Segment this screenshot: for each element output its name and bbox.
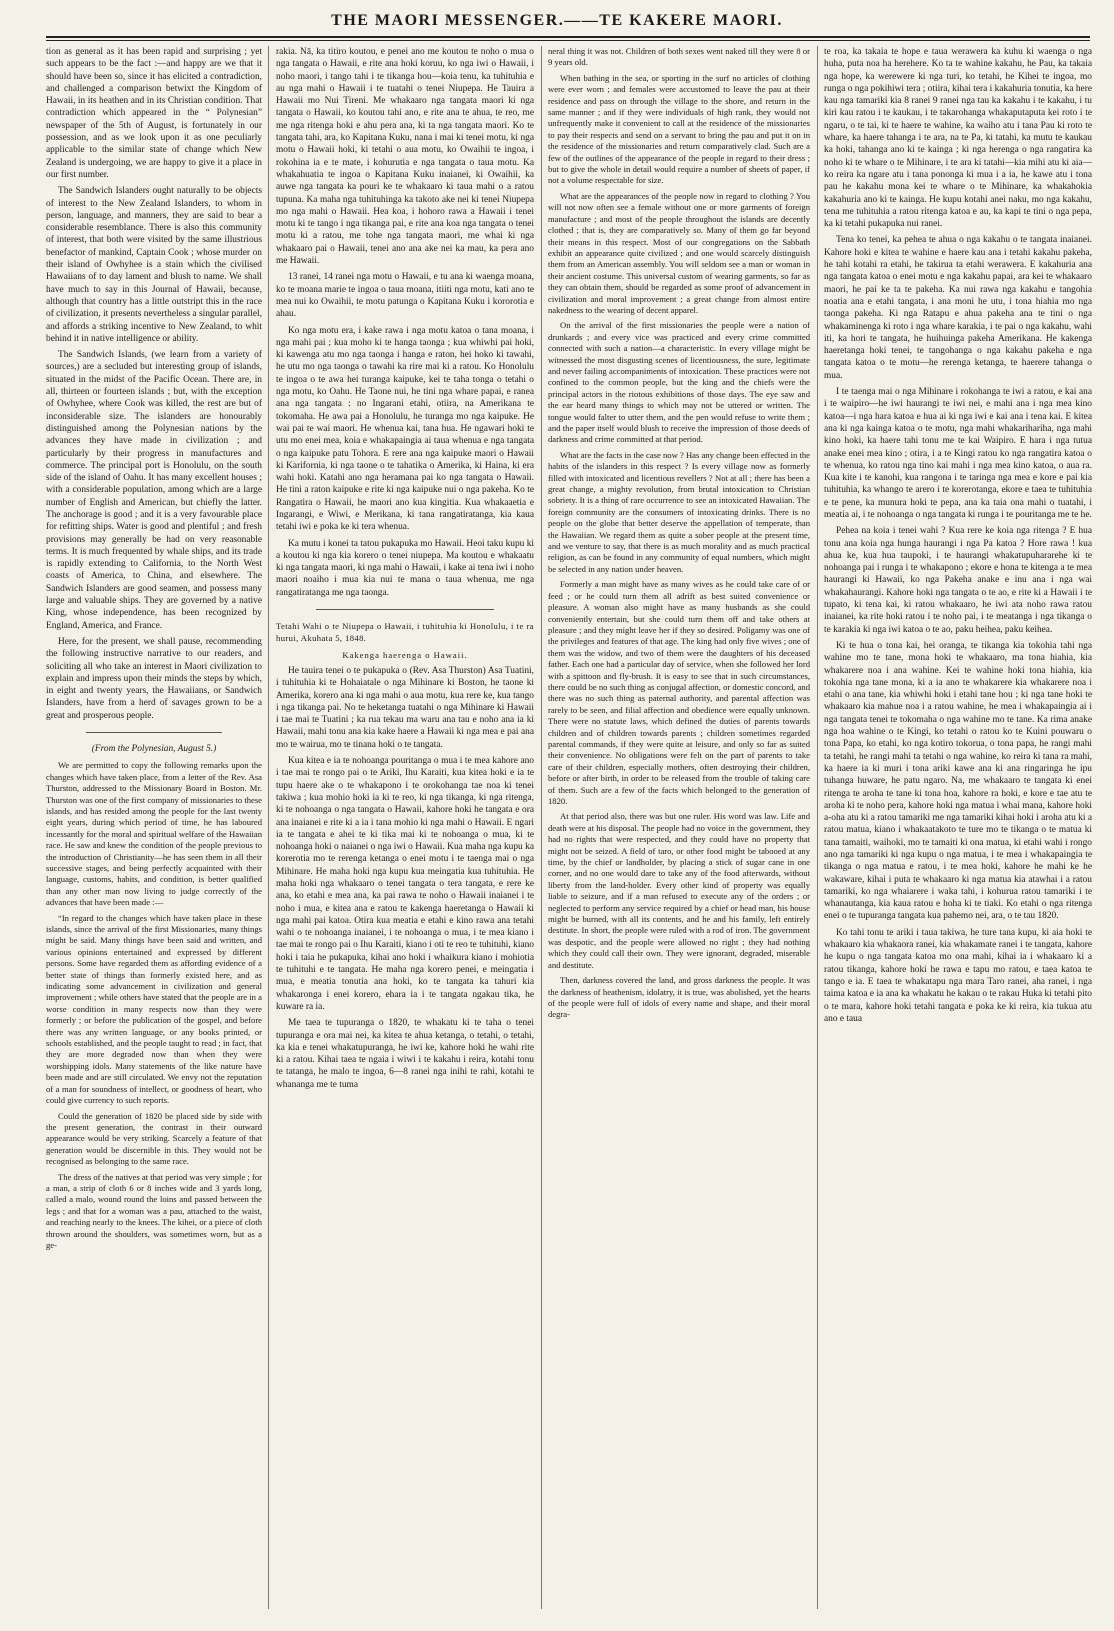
paragraph: Could the generation of 1820 be placed side by side with the present generation, the contrast in their outward appearance would be very striking. Scarcely a feature of that generation would be discernible in this. They would not be recognised as belonging to the same race. — [46, 1110, 262, 1167]
paragraph: When bathing in the sea, or sporting in the surf no articles of clothing were ever worn ; and females were accustomed to leave the pau at their residence and pass on through the village to the shore, and return in the same manner ; and if they were individuals of high rank, they would not unfrequently make it convenient to call at the residence of the missionaries to pay their respects and send on a servant to bring the pau and put it on in the residence of the missionaries and return comparatively clad. Such are a few of the outlines of the appearance of the people in regard to their dress ; but to give the whole in detail would require a number of sheets of paper, if not a volume respectable for size. — [548, 72, 810, 186]
paragraph: I te taenga mai o nga Mihinare i rokohanga te iwi a ratou, e kai ana i te waipiro—he iwi haurangi te iwi nei, e mahi ana i nga mea kino katoa—i nga hara katoa e hua ai ki nga iwi e kai ana i tena kai. E kitea ana ki nga kainga katoa o te motu, nga mahi whakarihariha, nga mahi kino hoki, ka haere tahi tonu me te kai Waipiro. E hara i nga tutua anake enei mea kino ; otira, i a te Kingi ratou ko nga rangatira katoa o te whenua, ko ratou nga tino kai mahi i nga mea kino katoa, o aua ra. Kua kite i te kanohi, kua rangona i te taringa nga mea e kore e pai kia tuhituhia, ka whango te arero i te korerotanga, ekore e taea te tuhituhia e te pene, ka munura hoki te pepa, ana ka taia ona mahi o tuatahi, i meatia ai, i te nohoanga o nga tangata ki runga i te pouritanga me te he. — [824, 387, 1092, 520]
column-rule — [817, 46, 818, 1609]
paragraph: neral thing it was not. Children of both sexes went naked till they were 8 or 9 years old. — [548, 46, 810, 68]
header-rule-thin — [46, 40, 1090, 41]
paragraph: Ko nga motu era, i kake rawa i nga motu katoa o tana moana, i nga mahi pai ; kua moho ki te hanga taonga ; kua whiwhi pai hoki, ki kawenga atu mo nga taonga i hanga e raton, hei hoko ki tawahi, he utu mo nga taonga o tawahi ka rire mai ki a ratou. Ko Honolulu te ingoa o te awa hei turanga kaipuke, kei te taha tonga o tetahi o nga motu, ko Oahu. He Taone nui, he tini nga whare papai, e ranea ana nga tangata : no Ingarani etahi, otiira, na Amerikana te tokomaha. He awa pai a Honolulu, he turanga mo nga kaipuke. He wai pai te wai maori. He whenua kai, tana hua. He ngawari hoki te utu mo enei mea, koia e whakapaingia ai taua whenua e nga tangata o nga kaipuke patu Tohora. E rere ana nga kaipuke maori o Hawaii ki Karifornia, ki nga taone o te tahatika o Amerika, ki Haina, ki era wahi hoki. Katahi ano nga heramana pai ko nga tangata o Hawaii. He tini a raton kaipuke e rite ki nga kaipuke nui o nga pakeha. Ko te Rangatira o Hawaii, he maori ano kua kingitia. Kua whakaaetia e Ingarangi, e Wiwi, e Merikana, ki tana rangatiratanga, kia kaua tetahi iwi e poka ke ki tera whenua. — [276, 325, 534, 533]
paragraph: Pehea na koia i tenei wahi ? Kua rere ke koia nga ritenga ? E hua tonu ana koia nga hunga haurangi i nga Pa katoa ? Hore rawa ! kua ahua ke, kua hua taupoki, i te haurangi whakatupuhararehe ki te nohoanga pai i runga i te whakapono ; ekore e hona te kitenga a te mea haurangi ki Hawaii, ko nga Pakeha anake e inu ana i nga wai whakahaurangi. Kahore hoki nga tangata o te ao, e rite ki a Hawaii i te tupato, ki tena kai, ki ratou whakaaro, he iwi ata noho rawa ratou inaianei, ka rite hoki ratou i te noho pai, i te meatanga i nga tikanga o te karakia ki nga iwi katoa o te ao, paku heihea, paku keihea. — [824, 526, 1092, 635]
column-rule — [268, 46, 269, 1609]
paragraph: Ka mutu i konei ta tatou pukapuka mo Hawaii. Heoi taku kupu ki a koutou ki nga kia korero o tenei niupepa. Ma koutou e whakaatu ki nga tangata maori, ki nga mahi o Hawaii, i kake ai tena iwi i noho maori noaiho i mua kia nui te mana o taua whenua, me nga rangatiratanga me nga taonga. — [276, 538, 534, 598]
running-title: THE MAORI MESSENGER.——TE KAKERE MAORI. — [331, 12, 783, 29]
column-rule — [541, 46, 542, 1609]
paragraph: What are the facts in the case now ? Has any change been effected in the habits of the islanders in this respect ? Is every village now as formerly filled with intoxicated and licentious revellers ? Not at all ; there has been a great change, a mighty revolution, from brutal intoxication to Christian sobriety. It is a thing of rare occurrence to see an intoxicated Hawaiian. The foreign community are the consumers of intoxicating drinks. There is no people on the globe that better deserve the appellation of temperate, than the Hawaiian. We regard them as quite a sober people at the present time, and we venture to say, that there is as much morality and as much practical religion, as can be found in any community of equal numbers, which might be selected in any nation under heaven. — [548, 449, 810, 574]
paragraph: The dress of the natives at that period was very simple ; for a man, a strip of cloth 6 or 8 inches wide and 3 yards long, called a malo, wound round the loins and passed between the legs ; and that for a woman was a pau, attached to the waist, and reaching nearly to the knees. The kihei, or a piece of cloth thrown around the shoulders, was sometimes worn, but as a ge- — [46, 1171, 262, 1250]
paragraph: Ki te hua o tona kai, hei oranga, te tikanga kia tokohia tahi nga wahine mo te tane, mona hoki te whakaaro, ma tona hiahia, kia whakarere noa i ana wahine. Kei te wahine hoki tona hiahia, kia tokohia nga tane mona, ki a ia ano te whakarere kia whakarere noa i etahi o ana tane, kia whiwhi hoki i etahi tane hou ; ki nga tane hoki te whakaaro kia mahue noa i a ratou wahine, he mea i whakapaingia ai i nga tangata tenei te tokomaha o nga wahine mo te tane. Ka rima anake nga hoa wahine o te Kingi, ko tetahi o ratou ko te Kuini pouwaru o tona Papa, ko etahi, ko nga kotiro tokorua, o tona papa, he rangi mahi ta tetahi, he rangi mahi ta tetahi o nga wahine, ko reira ki tana ra mahi, ka haere ia ki muri i tona ariki kawe ana ki ana ringaringa he ipu tuhanga huware, he patu ngaro. Na, me whakaaro te tangata ki enei ritenga te aroha te tane ki tona hoa, kahore ra hoki, e kore e tae atu te aroha ki te noho pera, kahore hoki nga matua i whai mana, kahore hoki a-oha atu ki a ratou tamariki me nga tamariki kihai hoki i aroha atu ki a ratou matua, kiano i whakaatakoto te ture mo te tikanga o te matua ki tana tamaiti, waihoki, mo te tamaiti ki ona matua, ki etahi wahi i rongo ano nga tamariki ki nga kupu o nga matua, i te mea i whakapaingia te tikanga o nga matua e ratou, i te mea hoki, kahore he mahi ke he wakaware, kihai i puta te whakaaro ki nga matua kia atawhai i a ratou tamariki, ko nga whaiarere i waka tahi, i kohurua ratou tamariki i te whanautanga, kia kaua ratou e hoha ki te tiaki. Ko etahi o nga ritenga enei o te tupuranga tangata kua pahemo nei, ara, o te tau 1820. — [824, 640, 1092, 922]
paragraph: Here, for the present, we shall pause, recommending the following instructive narrative to our readers, and soliciting all who take an interest in Maori civilization to explain and impress upon their minds the steps by which, in eight and twenty years, the Hawaiians, or Sandwich Islanders, have from a herd of savages grown to be a great and prosperous people. — [46, 636, 262, 721]
column-1 — [46, 46, 262, 1609]
paragraph: Me taea te tupuranga o 1820, te whakatu ki te taha o tenei tupuranga e ora mai nei, ka kitea te ahua ketanga, o tetahi, o tetahi, ka kia e tenei whakatupuranga, he iwi ke, kahore hoki he wahi rite ki a ratou. Kihai taea te ngaia i wiwi i te kakahu i reira, kotahi tonu te tatanga, he malo te ingoa, 6—8 ranei nga inihi te rahi, kotahi te whananga me te tuma — [276, 1018, 534, 1090]
column-4 — [824, 46, 1092, 1609]
section-divider — [316, 609, 494, 610]
paragraph: rakia. Nā, ka titiro koutou, e penei ano me koutou te noho o mua o nga tangata o Hawaii, e rite ana hoki koruu, ko nga iwi o Hawaii, i noho maori, i tango tahi i te tikanga hou—koia tenu, ka tuhituhia e au nga mahi o Hawaii i te tuatahi o tenei Niupepa. He Tauira a Hawaii mo Nui Tireni. Me whakaaro nga tangata maori ki nga tangata o Hawaii, ko koutou tahi ano, e rite ana te ahua, te reo, me me nga ritenga hoki e ahu pera ana, ki ta nga tangata maori. Ko te tangata tahi, ara, ko Kapitana Kuku, nana i mai ki tenei motu, ki nga motu o Hawaii hoki, ki tetahi o aua motu, ko Owaihii te ingoa, i rokohina ia e te mate, i kohurutia e nga tangata o taua motu. Ka whakahuatia te ingoa o Kapitana Kuku inaianei, ki Owaihii, ka auwe nga tangata ka pouri ke te whakaaro ki taua mahi o a ratou tupuna. Ka maha nga tuhituhinga ka takoto ake nei ki tenei Niupepa mo nga mahi o Hawaii. Hea koa, i hohoro rawa a Hawaii i tenei motu ki te tango i nga tikanga pai, e rite ana koa nga tangata o tenei motu ki a ratou, me tohe nga tangata maori, me whai ki nga whakaaro pai o Hawaii, tenei ano ana ake nei ka mau, ka pera ano me Hawaii. — [276, 47, 534, 267]
paragraph: We are permitted to copy the following remarks upon the changes which have taken place, from a letter of the Rev. Asa Thurston, addressed to the Missionary Board in Boston. Mr. Thurston was one of the first company of missionaries to these islands, and has resided among the people for the last twenty eight years, during which period of time, he has laboured incessantly for the moral and spiritual welfare of the Hawaiian race. He saw and knew the condition of the people previous to the introduction of Christianity—he has seen them in all their successive stages, and being perfectly acquainted with their language, customs, habits, and condition, is better qualified than any other man now living to judge correctly of the advances that have been made :— — [46, 760, 262, 908]
paragraph: On the arrival of the first missionaries the people were a nation of drunkards ; and every vice was practiced and every crime committed connected with such a nation—a characteristic. In every village might be witnessed the most disgusting scenes of licentiousness, the sure, legitimate and never failing accompaniments of intoxication. These practices were not confined to the common people, but the king and the chiefs were the principal actors in the riotous exhibitions of those days. The eye saw and the ear heard many things to which may not be uttered or written. The tongue would falter to utter them, and the pen would refuse to write them ; and the paper itself would blush to receive the impression of those deeds of darkness and crime committed at that period. — [548, 320, 810, 445]
source-title: (From the Polynesian, August 5.) — [91, 744, 217, 755]
paragraph: Tena ko tenei, ka pehea te ahua o nga kakahu o te tangata inaianei. Kahore hoki e kitea te wahine e haere kau ana i tetahi kakahu pakeha, he tahi kotahi ra etahi, he takirua ta etahi werawera. E kakahuria ana nga tangata katoa o enei motu e nga kakahu papai, ara kei te whakaaro maori, he pai ke ta te pakeha. Ka nui rawa nga kakahu e tangohia noatia ana e etahi tangata, i ana moni he utu, i tona hiahia mo nga taonga pakeha. Ki nga Ratapu e ahua pakeha ana te tini o nga whakaminenga ki roto i nga whare karakia, i te pai o nga kakahu, wahi iti, ka hori te tangata, he huihuinga pakeha Amerikana. He kakenga haeretanga hoki tenei, te tangohanga o nga kakahu pakeha e nga tangata katoa o te motu—he rerenga ketanga, te haerere tahanga o mua. — [824, 235, 1092, 381]
header-rule — [46, 36, 1090, 38]
paragraph: Formerly a man might have as many wives as he could take care of or feed ; or he could turn them all adrift as best suited convenience or pleasure. A woman also might have as many husbands as she could conveniently entertain, but she could turn them off and take others at pleasure ; and they might leave her if they so desired. Poligamy was one of the privileges and features of that age. The king had only five wives ; one of them was the widow, and two of them were the daughters of his deceased father. Each one had a particular day of service, when she followed her lord with a spittoon and fly-brush. It is easy to see that in such circumstances, there could be no such thing as conjugal affection, or domestic concord, and there was no such thing as paternal authority, and parental affection was rarely to be seen, and filial affection and obedience were equally unknown. There were no statute laws, which defined the duties of parents towards children and of children towards parents ; children sometimes regarded parental commands, if they were quite at leisure, and only so far as suited their convenience. No obligations were felt on the part of parents to take care of their children, especially mothers, often destroying their children, before or after birth, in order to be released from the trouble of taking care of them. Such are a few of the facts which belonged to the generation of 1820. — [548, 579, 810, 806]
paragraph: tion as general as it has been rapid and surprising ; yet such appears to be the fact :—and happy are we that it should have been so, since it has elicited a contradiction, and challenged a comparison betwixt the Kingdom of Hawaii, in its heathen and in its Christian condition. That contradiction which appeared in the “ Polynesian” newspaper of the 5th of August, is fortunately in our possession, and as we look upon it as one peculiarly applicable to the similar state of change which New Zealand is undergoing, we are happy to give it a place in our first number. — [46, 47, 262, 180]
paragraph: Then, darkness covered the land, and gross darkness the people. It was the darkness of heathenism, idolatry, it is true, was abolished, yet the hearts of the people were full of idols of every name and shape, and their moral degra- — [548, 975, 810, 1020]
paragraph: He tauira tenei o te pukapuka o (Rev. Asa Thurston) Asa Tuatini, i tuhituhia ki te Hohaiatale o nga Mihinare ki Boston, he taone ki Amerika, korero ana ki nga mahi o aua motu, kua rere ke, kua tango i nga tikanga pai. No te heketanga tuatahi o nga Mihinare ki Hawaii i tae mai te Tuatini ; ka rua tekau ma waru ana tau e noho ana ia ki Hawaii, mahi tonu ana kia kake haere a Hawaii ki nga mea e pai ana mo te wairua, mo te tinana hoki o te tangata. — [276, 665, 534, 750]
page-header — [0, 0, 1114, 40]
section-subtitle: Kakenga haerenga o Hawaii. — [342, 649, 468, 660]
column-3 — [548, 46, 810, 1609]
section-divider — [86, 732, 222, 733]
quote-paragraph: “In regard to the changes which have taken place in these islands, since the arrival of the first Missionaries, many things might be said. Many things have been said and written, and various opinions entertained and expressed by different persons. Some have regarded them as affording evidence of a better state of things than formerly existed here, and as indicating some advancement in civilization and general improvement ; while others have stated that the people are in a worse condition in many respects now than they were formerly ; or before the publication of the gospel, and before there was any written language, or any books printed, or schools established, and the people taught to read ; in fact, that they are more degraded now than when they were worshipping idols. Many statements of the like nature have been made and are still circulated. We envy not the reputation of a man for soundness of intellect, or goodness of heart, who could give currency to such reports. — [46, 912, 262, 1106]
paragraph: te roa, ka takaia te hope e taua werawera ka kuhu ki waenga o nga huha, puta noa ha herehere. Ko ta te wahine kakahu, he Pau, ka takaia nga hope, ka werewere ki nga turi, ko tetahi, he Kihei te ingoa, mo runga o nga pokihiwi tera ; otiira, kihai tera i kakahuria tonutia, ka here kau nga tamariki kia 8 ranei 9 ranei nga tau ka kakahu i te kakahu, i tu kiri kau ratou i te kaukau, i te takarohanga whakaputaputa kei roto i te ngaru, o te tai, ki te haere te wahine, ka waiho atu i tana Pau ki roto te whare, ka haere tahanga i te ara, na te Pa, ki tatahi, ka mutu te kaukau ka hoki, tahanga ano ki te kainga ; ki nga herenga o nga rangatira ka noho ki te whare o te Mihinare, i te ara ki tatahi—kia mihi atu ki aia—ko reira ka ngare atu i tana pononga ki mua i a ia, he kawe atu i tona pau he kakahu mona kei te whare o te Mihinare, ka whakahokia kakahuria ano ki te kainga. He kupu kotahi anei naku, mo nga kakahu, tena me tuhituhia a ratou ritenga katoa e au, ka kapi te tini o nga pepa, ka ki tetahi pukapuka nui ranei. — [824, 47, 1092, 230]
paragraph: At that period also, there was but one ruler. His word was law. Life and death were at his disposal. The people had no voice in the government, they had no rights that were respected, and they could have no property that might not be seized. A field of taro, or other food might be tabooed at any time, by the chief or landholder, by placing a stick of sugar cane in one corner, and no one would dare to take any of the food afterwards, without liberty from the land-holder. Every other kind of property was equally liable to seizure, and if a man refused to execute any of the orders ; or neglected to perform any service required by a chief or head man, his house might be burned, with all its contents, and he and his family, left entirely destitute. In short, the people were ruled with a rod of iron. The government was despotic, and the people were allowed no right ; they had nothing which they could call their own. They were ignorant, degraded, miserable and destitute. — [548, 811, 810, 970]
paragraph: Ko tahi tonu te ariki i taua takiwa, he ture tana kupu, ki aia hoki te whakaaro kia whakaora ranei, kia whakamate ranei i te tangata, kahore he kupu o nga tangata katoa mo ona mahi, kihai ia i whakaaro ki a ratou tikanga, kahore hoki he rawa e tapu mo ratou, e taea katoa te tango e ia. E taea te whakatapu nga mara Taro ranei, aha ranei, i nga taima katoa e ia ana ka whakatu he kakau o te rakau Huka ki tetahi pito o te mara, kahore hoki tetahi tangata e poka ke ki reira, kia tukua atu ano e taua — [824, 927, 1092, 1024]
paragraph: The Sandwich Islanders ought naturally to be objects of interest to the New Zealand Islanders, to whom in person, language, and manners, they are said to bear a considerable resemblance. There is also this community of interest, that both were visited by the same illustrious benefactor of mankind, Captain Cook ; whose murder on their island of Owhyhee is a stain which the civilised Hawaiians of to day lament and blush to name. We shall have much to say in this Journal of Hawaii, because, although that country has a little outstript this in the race of civilization, it presents nevertheless a singular parallel, and affords a striking incentive to New Zealand, to whit behind it in native intelligence or ability. — [46, 186, 262, 344]
section-title: Tetahi Wahi o te Niupepa o Hawaii, i tuhituhia ki Honolulu, i te ra hurui, Akuhata 5, 1848. — [276, 621, 534, 644]
paragraph: The Sandwich Islands, (we learn from a variety of sources,) are a secluded but interesting group of islands, situated in the midst of the Pacific Ocean. There are, in all, thirteen or fourteen islands ; but, with the exception of Owhyhee, where Cook was killed, the rest are but of inconsiderable size. The islanders are honourably distinguished among the Polynesian nations by the advances they have made in civilization ; and particularly by their progress in manufactures and commerce. The principal port is Honolulu, on the south side of the island of Oahu. It has many excellent houses ; with a considerable population, among which are a large number of English and American, but chiefly the latter. The anchorage is good ; and it is a very favourable place for refitting ships. Water is good and plentiful ; and fresh provisions may generally be had on very reasonable terms. It is much frequented by whale ships, and its trade is rapidly extending to California, to the North West coasts of America, to China, and elsewhere. The Sandwich Islanders are good seamen, and possess many large and valuable ships. They are governed by a native King, whose independence, has been recognized by England, America, and France. — [46, 350, 262, 631]
column-2 — [276, 46, 534, 1609]
paragraph: Kua kitea e ia te nohoanga pouritanga o mua i te mea kahore ano i tae mai te rongo pai o te Ariki, Ihu Karaiti, kua kitea hoki e ia te tupu haere ake o te whakapono i te orokohanga tae noa ki tenei takiwa ; kua mohio hoki ia ki te reo, ki nga tikanga, ki nga ritenga, ki te nohoanga o nga tangata o Hawaii, kahore hoki he tangata e ora ana inaianei e rite ki a ia i tana mohio ki nga mahi o Hawaii. E ngari ia te tangata e ahei te ki tika mai ki te nohoanga o mua, ki te nohoanga hoki o naianei o nga iwi o Hawaii. Kua maha nga kupu ka korerotia mo te rerenga ketanga o enei motu i te taenga mai o nga Mihinare. He maha hoki nga kupu kua meingatia kua tuhituhia. He maha hoki nga whakaaro o tenei tangata o tera tangata, e rere ke ana, ko etahi e mea ana, ka pai rawa te noho o Hawaii inaianei i te noho i mua, e kitea ana e ratou te kakenga haeretanga o Hawaii ki nga mahi pai katoa. Otira kua meatia e etahi e kino rawa ana tetahi wahi o te nohoanga inaianei, i te nohoanga o mua, i te mea kiano i tae mai te rongo pai o Ihu Karaiti, kiano i oti te reo te tuhituhi, kiano hoki i taia he pukapuka, kihai ano hoki i whaikura kiano i mohiotia te tuhituhi e te tangata. He maha nga korero penei, e meingatia i mua, e meatia tonutia ana hoki, ko te tangata ka tahuri kia whakaronga i enei korero, ehara ia i te tangata ngakau tika, he kuware ra ia. — [276, 756, 534, 1012]
paragraph: 13 ranei, 14 ranei nga motu o Hawaii, e tu ana ki waenga moana, ko te moana marie te ingoa o taua moana, itiiti nga motu, kati ano te mea nui ko Owaihii, te motu patunga o Kapitana Kuku i kororotia e ahau. — [276, 272, 534, 320]
paragraph: What are the appearances of the people now in regard to clothing ? You will not now often see a female without one or more garments of foreign manufacture ; and most of the people throughout the islands are decently clothed ; that is, they are comparatively so. Many of them go far beyond their means in this respect. Most of our congregations on the Sabbath exhibit an appearance quite civilized ; and one would scarcely distinguish them from an American assembly. You will seldom see a man or woman in their ancient costume. This universal custom of wearing garments, so far as they can obtain them, should be regarded as some proof of advancement in civilization and moral improvement ; a great change from almost entire nakedness to the wearing of decent apparel. — [548, 190, 810, 315]
